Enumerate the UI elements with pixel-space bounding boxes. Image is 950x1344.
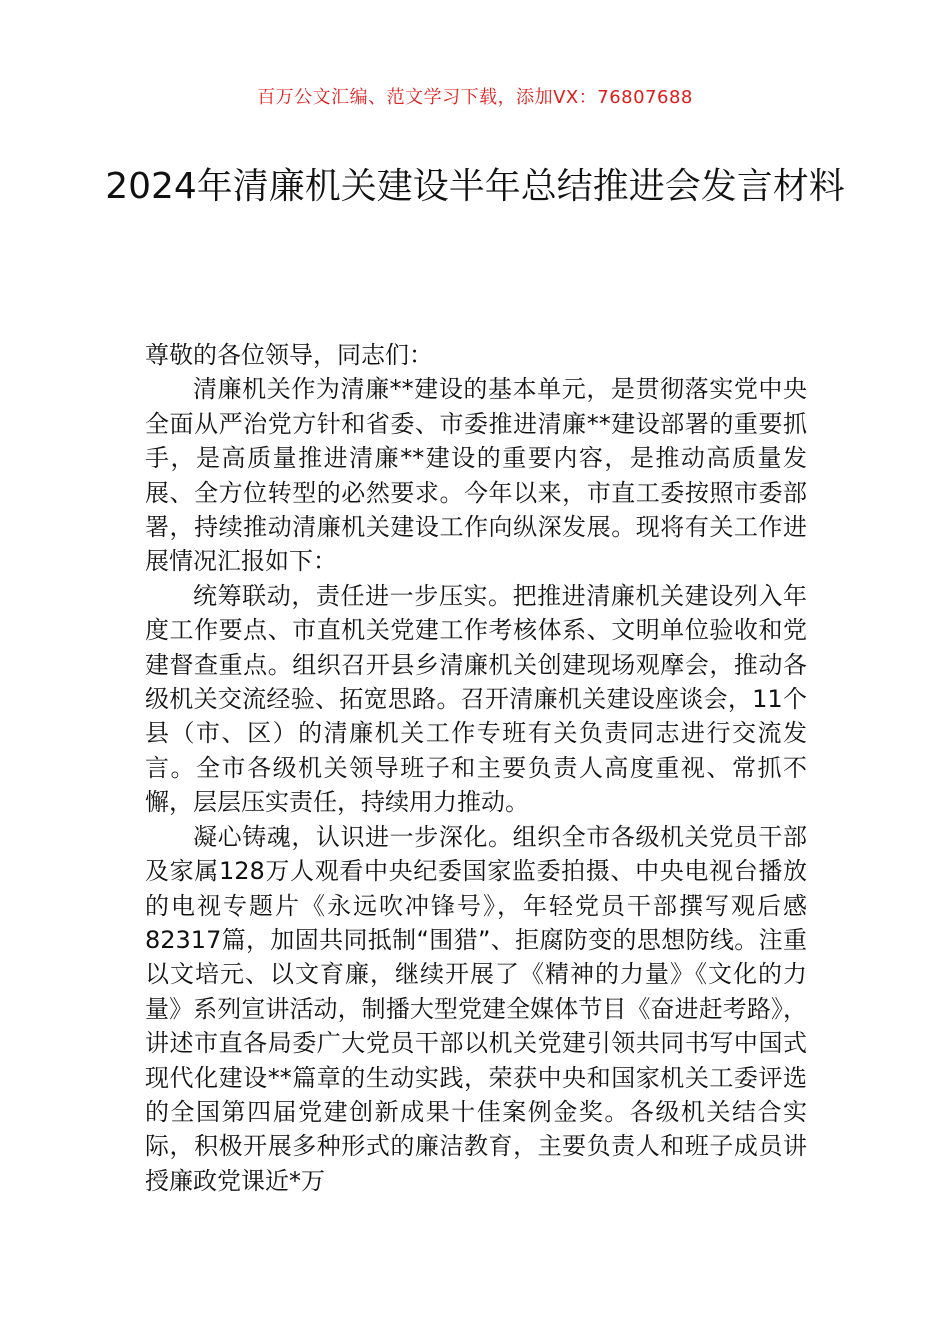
paragraph-coordination: 统筹联动，责任进一步压实。把推进清廉机关建设列入年度工作要点、市直机关党建工作考核体系、文明单位验收和党建督查重点。组织召开县乡清廉机关创建现场观摩会，推动各级机关交流经验、拓宽思路。召开清廉机关建设座谈会，11个县（市、区）的清廉机关工作专班有关负责同志进行交流发言。全市各级机关领导班子和主要负责人高度重视、常抓不懈，层层压实责任，持续用力推动。	[145, 581, 807, 817]
document-title: 2024年清廉机关建设半年总结推进会发言材料	[105, 166, 845, 207]
document-body	[145, 338, 807, 1198]
header-watermark-text: 百万公文汇编、范文学习下载，添加VX：76807688	[257, 87, 693, 108]
paragraph-intro: 清廉机关作为清廉**建设的基本单元，是贯彻落实党中央全面从严治党方针和省委、市委推进清廉**建设部署的重要抓手，是高质量推进清廉**建设的重要内容，是推动高质量发展、全方位转型的必然要求。今年以来，市直工委按照市委部署，持续推动清廉机关建设工作向纵深发展。现将有关工作进展情况汇报如下：	[145, 375, 807, 576]
paragraph-awareness: 凝心铸魂，认识进一步深化。组织全市各级机关党员干部及家属128万人观看中央纪委国家监委拍摄、中央电视台播放的电视专题片《永远吹冲锋号》，年轻党员干部撰写观后感82317篇，加固共同抵制“围猎”、拒腐防变的思想防线。注重以文培元、以文育廉，继续开展了《精神的力量》《文化的力量》系列宣讲活动，制播大型党建全媒体节目《奋进赶考路》，讲述市直各局委广大党员干部以机关党建引领共同书写中国式现代化建设**篇章的生动实践，荣获中央和国家机关工委评选的全国第四届党建创新成果十佳案例金奖。各级机关结合实际，积极开展多种形式的廉洁教育，主要负责人和班子成员讲授廉政党课近*万	[145, 822, 807, 1195]
salutation: 尊敬的各位领导，同志们：	[145, 341, 433, 369]
